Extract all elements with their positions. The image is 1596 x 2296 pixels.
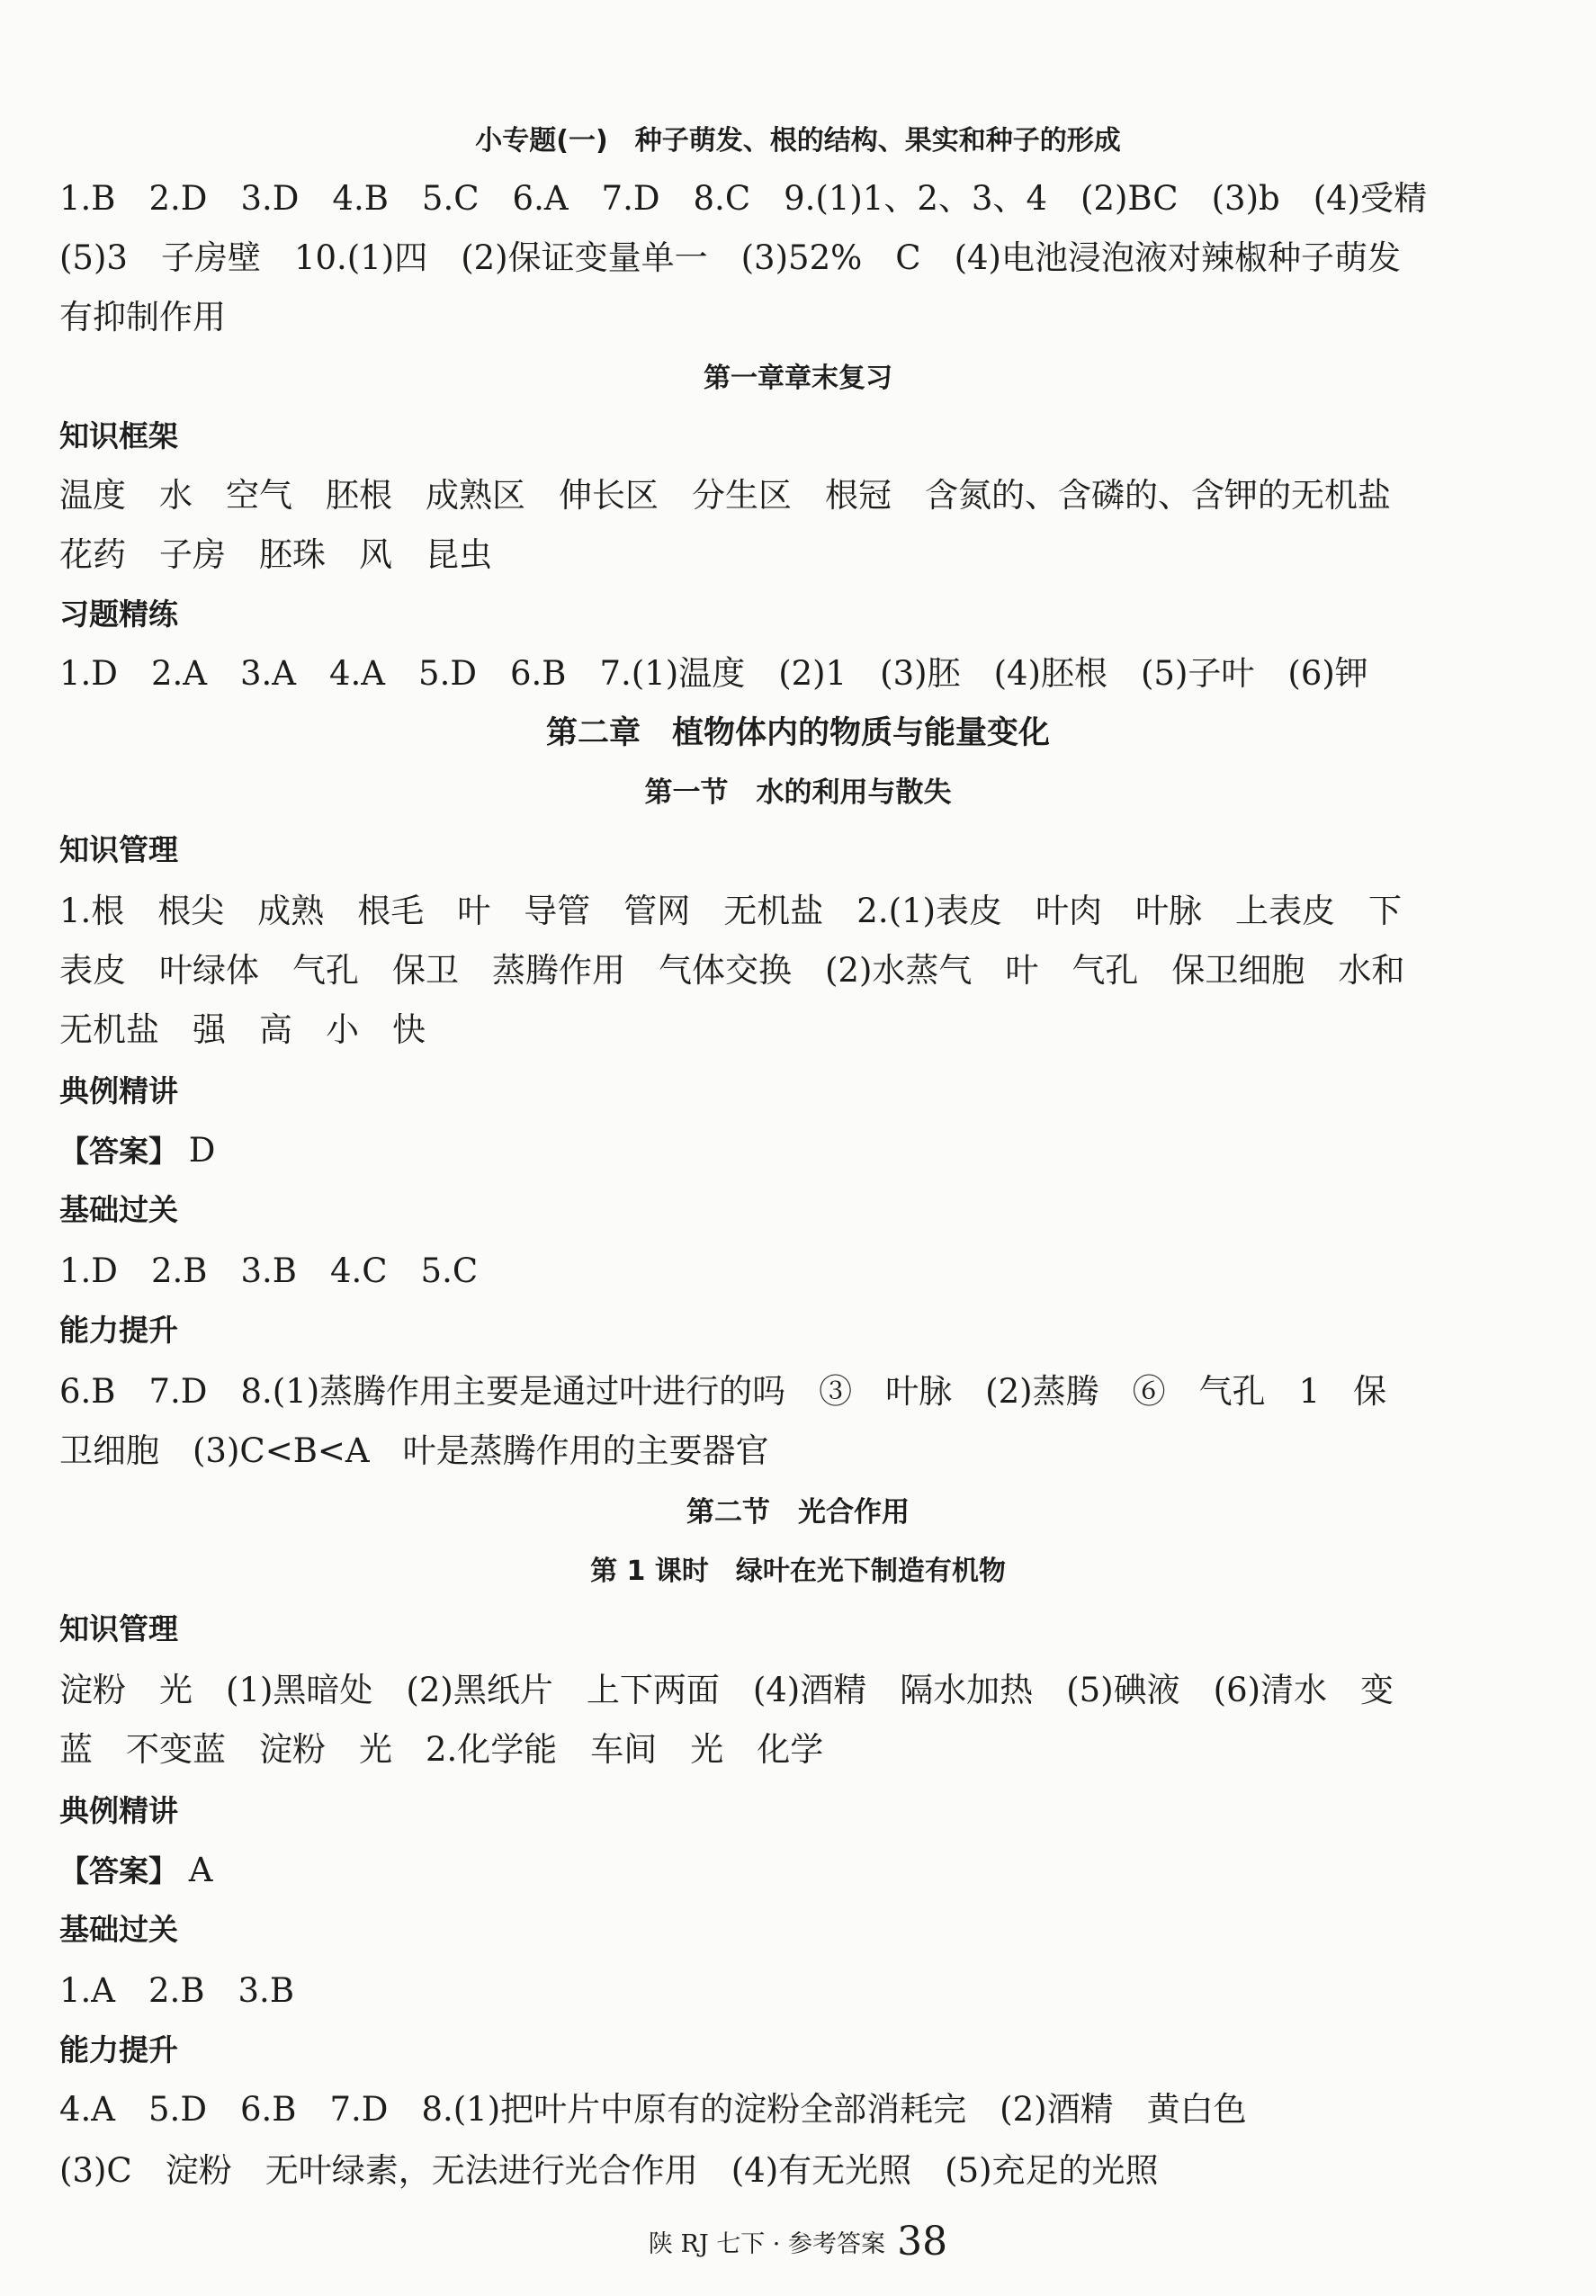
- ability-line: (3)C 淀粉 无叶绿素，无法进行光合作用 (4)有无光照 (5)充足的光照: [59, 2151, 1159, 2190]
- ability-line: 4.A 5.D 6.B 7.D 8.(1)把叶片中原有的淀粉全部消耗完 (2)酒精 黄白色: [59, 2090, 1247, 2129]
- knowledge-heading: 知识管理: [59, 832, 178, 867]
- basic-line: 1.A 2.B 3.B: [59, 1971, 295, 2010]
- ability-heading: 能力提升: [59, 1313, 178, 1348]
- framework-line: 温度 水 空气 胚根 成熟区 伸长区 分生区 根冠 含氮的、含磷的、含钾的无机盐: [59, 476, 1391, 515]
- topic-title: 小专题(一) 种子萌发、根的结构、果实和种子的形成: [475, 125, 1121, 157]
- section1-title: 第一节 水的利用与散失: [644, 776, 952, 809]
- section2-title: 第二节 光合作用: [686, 1496, 910, 1529]
- knowledge-line: 1.根 根尖 成熟 根毛 叶 导管 管网 无机盐 2.(1)表皮 叶肉 叶脉 上表皮 下: [59, 892, 1403, 930]
- topic-answer-line: (5)3 子房壁 10.(1)四 (2)保证变量单一 (3)52% C (4)电池浸泡液对辣椒种子萌发: [59, 238, 1401, 277]
- basic-line: 1.D 2.B 3.B 4.C 5.C: [59, 1251, 479, 1290]
- topic-answer-line: 有抑制作用: [59, 298, 226, 336]
- knowledge-line: 蓝 不变蓝 淀粉 光 2.化学能 车间 光 化学: [59, 1730, 824, 1769]
- ability-heading: 能力提升: [59, 2032, 178, 2067]
- example-heading: 典例精讲: [59, 1073, 178, 1108]
- ability-line: 卫细胞 (3)C<B<A 叶是蒸腾作用的主要器官: [59, 1431, 769, 1470]
- basic-heading: 基础过关: [59, 1192, 178, 1227]
- answer-label: 【答案】: [59, 1853, 178, 1888]
- knowledge-line: 无机盐 强 高 小 快: [59, 1010, 426, 1049]
- lesson-title: 第 1 课时 绿叶在光下制造有机物: [590, 1556, 1006, 1587]
- example-answer: [59, 1130, 1542, 1172]
- knowledge-heading: 知识管理: [59, 1611, 178, 1646]
- answer-value: D: [188, 1131, 216, 1170]
- page-number: 38: [897, 2219, 948, 2265]
- ability-line: 6.B 7.D 8.(1)蒸腾作用主要是通过叶进行的吗 ③ 叶脉 (2)蒸腾 ⑥ 气孔 1 保: [59, 1372, 1387, 1411]
- page-footer: [0, 2219, 1596, 2265]
- chapter2-title: 第二章 植物体内的物质与能量变化: [545, 715, 1050, 751]
- example-heading: 典例精讲: [59, 1793, 178, 1828]
- answer-label: 【答案】: [59, 1134, 178, 1169]
- framework-line: 花药 子房 胚珠 风 昆虫: [59, 535, 492, 574]
- footer-label: 陕 RJ 七下 · 参考答案: [648, 2230, 885, 2258]
- practice-heading: 习题精练: [59, 596, 178, 632]
- chapter1-review-title: 第一章章末复习: [704, 363, 892, 394]
- basic-heading: 基础过关: [59, 1912, 178, 1947]
- knowledge-line: 表皮 叶绿体 气孔 保卫 蒸腾作用 气体交换 (2)水蒸气 叶 气孔 保卫细胞 水和: [59, 951, 1405, 990]
- example-answer: [59, 1850, 1542, 1892]
- framework-heading: 知识框架: [59, 418, 178, 453]
- topic-answer-line: 1.B 2.D 3.D 4.B 5.C 6.A 7.D 8.C 9.(1)1、2、3、4 (2)BC (3)b (4)受精: [59, 179, 1428, 218]
- answer-value: A: [188, 1851, 213, 1889]
- knowledge-line: 淀粉 光 (1)黑暗处 (2)黑纸片 上下两面 (4)酒精 隔水加热 (5)碘液 (6)清水 变: [59, 1671, 1394, 1709]
- practice-line: 1.D 2.A 3.A 4.A 5.D 6.B 7.(1)温度 (2)1 (3)胚 (4)胚根 (5)子叶 (6)钾: [59, 654, 1368, 693]
